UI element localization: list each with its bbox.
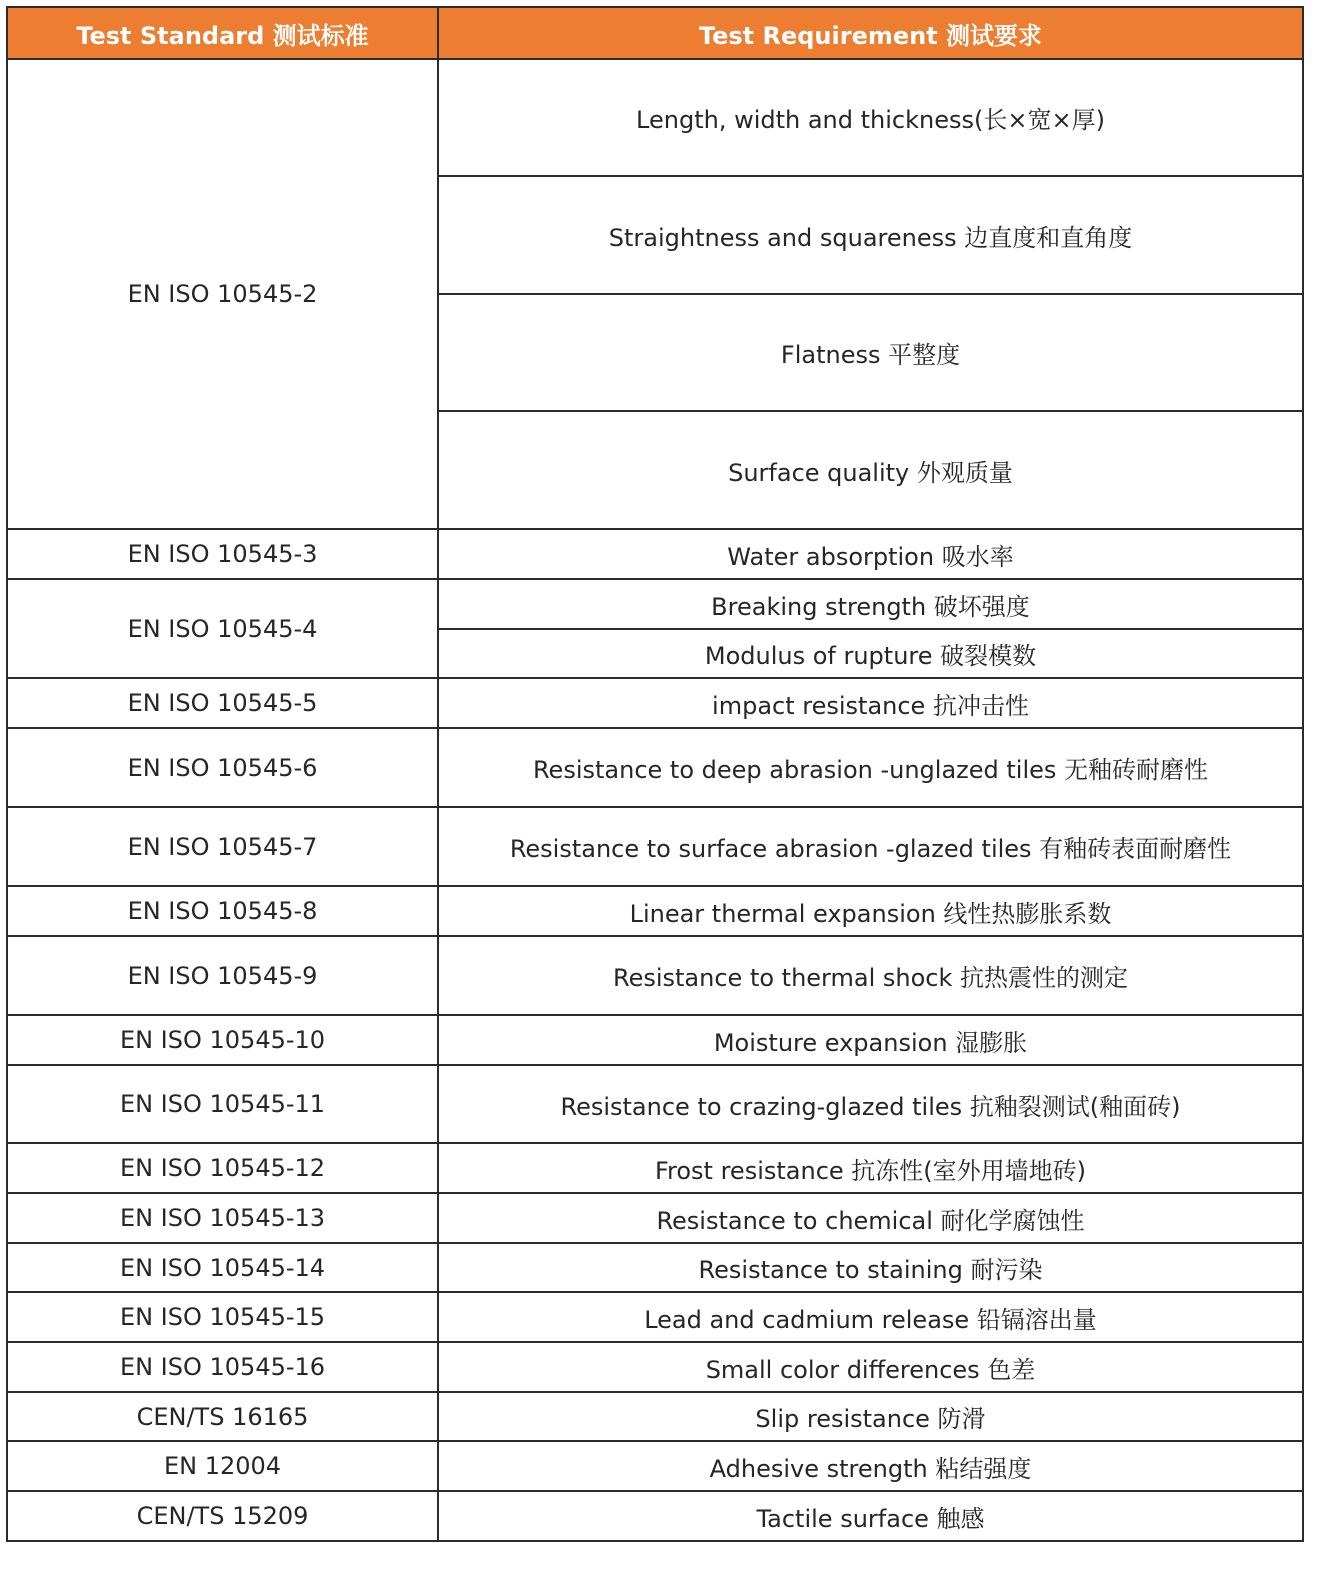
table-row — [7, 1392, 1303, 1441]
table-row — [7, 1143, 1303, 1193]
standard-cell: EN ISO 10545-13 — [7, 1193, 438, 1243]
table-row — [7, 1441, 1303, 1491]
requirement-cell: Modulus of rupture 破裂模数 — [438, 629, 1303, 678]
standard-cell: EN ISO 10545-2 — [7, 59, 438, 529]
table-row — [7, 728, 1303, 807]
requirement-cell: Resistance to surface abrasion -glazed tiles 有釉砖表面耐磨性 — [438, 807, 1303, 886]
table-row — [7, 1292, 1303, 1342]
standard-cell: EN ISO 10545-4 — [7, 579, 438, 678]
header-row — [7, 7, 1303, 59]
standard-cell: EN ISO 10545-3 — [7, 529, 438, 579]
requirement-cell: Resistance to deep abrasion -unglazed tiles 无釉砖耐磨性 — [438, 728, 1303, 807]
header-standard: Test Standard 测试标准 — [7, 7, 438, 59]
table-row — [7, 1491, 1303, 1541]
requirement-cell: Resistance to chemical 耐化学腐蚀性 — [438, 1193, 1303, 1243]
requirement-cell: Breaking strength 破坏强度 — [438, 579, 1303, 629]
standard-cell: EN ISO 10545-8 — [7, 886, 438, 936]
header-requirement: Test Requirement 测试要求 — [438, 7, 1303, 59]
requirement-cell: Resistance to thermal shock 抗热震性的测定 — [438, 936, 1303, 1015]
standard-cell: EN ISO 10545-14 — [7, 1243, 438, 1292]
requirement-cell: Adhesive strength 粘结强度 — [438, 1441, 1303, 1491]
requirement-cell: Tactile surface 触感 — [438, 1491, 1303, 1541]
requirement-cell: Lead and cadmium release 铅镉溶出量 — [438, 1292, 1303, 1342]
standard-cell: CEN/TS 16165 — [7, 1392, 438, 1441]
standard-cell: EN ISO 10545-12 — [7, 1143, 438, 1193]
requirement-cell: Slip resistance 防滑 — [438, 1392, 1303, 1441]
standard-cell: EN ISO 10545-10 — [7, 1015, 438, 1065]
requirement-cell: Straightness and squareness 边直度和直角度 — [438, 176, 1303, 294]
table-row — [7, 886, 1303, 936]
table-row — [7, 807, 1303, 886]
table-row — [7, 1193, 1303, 1243]
standard-cell: EN 12004 — [7, 1441, 438, 1491]
requirement-cell: Surface quality 外观质量 — [438, 411, 1303, 529]
requirement-cell: Moisture expansion 湿膨胀 — [438, 1015, 1303, 1065]
requirement-cell: Length, width and thickness(长×宽×厚) — [438, 59, 1303, 176]
requirement-cell: Flatness 平整度 — [438, 294, 1303, 411]
requirement-cell: Resistance to staining 耐污染 — [438, 1243, 1303, 1292]
table-row — [7, 579, 1303, 629]
table-row — [7, 1015, 1303, 1065]
requirement-cell: Water absorption 吸水率 — [438, 529, 1303, 579]
standard-cell: EN ISO 10545-11 — [7, 1065, 438, 1143]
requirement-cell: impact resistance 抗冲击性 — [438, 678, 1303, 728]
standard-cell: EN ISO 10545-16 — [7, 1342, 438, 1392]
requirement-cell: Linear thermal expansion 线性热膨胀系数 — [438, 886, 1303, 936]
standard-cell: EN ISO 10545-9 — [7, 936, 438, 1015]
table-row — [7, 59, 1303, 176]
table-body — [7, 59, 1303, 1541]
test-standards-table — [6, 6, 1304, 1542]
standard-cell: EN ISO 10545-15 — [7, 1292, 438, 1342]
table-row — [7, 936, 1303, 1015]
table-row — [7, 529, 1303, 579]
requirement-cell: Frost resistance 抗冻性(室外用墙地砖) — [438, 1143, 1303, 1193]
table-row — [7, 1342, 1303, 1392]
standard-cell: EN ISO 10545-7 — [7, 807, 438, 886]
requirement-cell: Small color differences 色差 — [438, 1342, 1303, 1392]
standard-cell: EN ISO 10545-5 — [7, 678, 438, 728]
standard-cell: CEN/TS 15209 — [7, 1491, 438, 1541]
standard-cell: EN ISO 10545-6 — [7, 728, 438, 807]
table-row — [7, 1065, 1303, 1143]
requirement-cell: Resistance to crazing-glazed tiles 抗釉裂测试(釉面砖) — [438, 1065, 1303, 1143]
table-row — [7, 1243, 1303, 1292]
table-row — [7, 678, 1303, 728]
